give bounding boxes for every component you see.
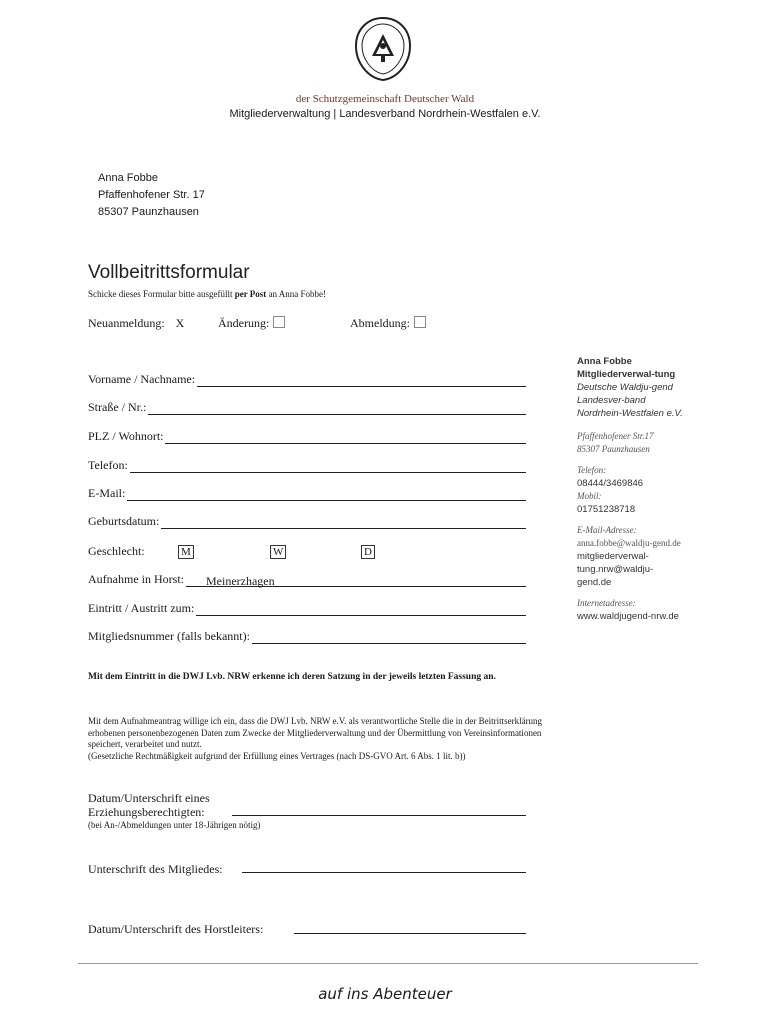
- org-line-1: der Schutzgemeinschaft Deutscher Wald: [295, 93, 475, 105]
- sidebar-contact: [577, 355, 687, 623]
- field-horst-value: Meinerzhagen: [205, 574, 275, 588]
- field-city[interactable]: [88, 429, 526, 444]
- field-phone-line[interactable]: [130, 460, 526, 473]
- sidebar-org: Deutsche Waldju-gend Landesver-band Nordrhein-Westfalen e.V.: [577, 382, 683, 419]
- sidebar-mobile: 01751238718: [577, 504, 636, 515]
- privacy-note: [88, 716, 558, 762]
- sidebar-mobile-label: Mobil:: [577, 491, 602, 501]
- sig-leader-label: Datum/Unterschrift des Horstleiters:: [88, 922, 264, 936]
- address-street: Pfaffenhofener Str. 17: [98, 189, 205, 201]
- field-city-line[interactable]: [165, 431, 526, 444]
- sig-guardian-line[interactable]: [232, 815, 526, 816]
- field-street-line[interactable]: [148, 402, 526, 415]
- sig-leader-line[interactable]: [294, 933, 526, 934]
- sidebar-phone-label: Telefon:: [577, 465, 607, 475]
- gender-m-box[interactable]: M: [178, 545, 194, 559]
- abmeldung-label: Abmeldung:: [350, 316, 410, 330]
- aenderung-label: Änderung:: [218, 316, 270, 330]
- form-hint: [88, 289, 326, 299]
- field-birthdate-line[interactable]: [161, 516, 526, 529]
- sig-guardian-label-2: Erziehungsberechtigten:: [88, 805, 205, 819]
- field-email-label: E-Mail:: [88, 486, 126, 500]
- statute-note: Mit dem Eintritt in die DWJ Lvb. NRW erkenne ich deren Satzung in der jeweils letzten Fassung an.: [88, 672, 496, 682]
- hint-text-pre: Schicke dieses Formular bitte ausgefüllt: [88, 289, 235, 299]
- field-phone[interactable]: [88, 458, 526, 473]
- gender-option-w[interactable]: [270, 544, 286, 559]
- footer-divider: [78, 963, 698, 964]
- field-horst-label: Aufnahme in Horst:: [88, 572, 184, 586]
- option-abmeldung[interactable]: [350, 316, 426, 331]
- sidebar-name: Anna Fobbe: [577, 356, 632, 367]
- sidebar-web[interactable]: www.waldjugend-nrw.de: [577, 611, 679, 622]
- field-member-number-line[interactable]: [252, 631, 526, 644]
- hint-text-post: an Anna Fobbe!: [266, 289, 327, 299]
- field-phone-label: Telefon:: [88, 458, 128, 472]
- field-street[interactable]: [88, 400, 526, 415]
- field-email[interactable]: [88, 486, 526, 501]
- option-aenderung[interactable]: [218, 316, 285, 331]
- field-entry-exit[interactable]: [88, 601, 526, 616]
- field-horst-line[interactable]: [186, 574, 526, 587]
- field-name[interactable]: [88, 372, 526, 387]
- field-birthdate-label: Geburtsdatum:: [88, 514, 160, 528]
- sidebar-email-2[interactable]: mitgliederverwal-tung.nrw@waldju-gend.de: [577, 551, 654, 588]
- sidebar-phone: 08444/3469846: [577, 478, 644, 489]
- address-name: Anna Fobbe: [98, 172, 158, 184]
- sig-guardian-label-1: Datum/Unterschrift eines: [88, 791, 210, 805]
- sig-guardian-note: (bei An-/Abmeldungen unter 18-Jährigen nötig): [88, 820, 261, 830]
- waldjugend-logo: [354, 16, 412, 82]
- gender-option-d[interactable]: [361, 544, 375, 559]
- privacy-note-text: Mit dem Aufnahmeantrag willige ich ein, dass die DWJ Lvb. NRW e.V. als verantwortliche Stelle die in der Beitrittserklärung erhobenen personenbezogenen Daten zum Zwecke der Mitgliederverwaltung und der Übermittlung von Vereinsinformationen speichert, verarbeitet und nutzt.: [88, 716, 543, 749]
- field-street-label: Straße / Nr.:: [88, 400, 147, 414]
- field-city-label: PLZ / Wohnort:: [88, 429, 164, 443]
- sig-member-line[interactable]: [242, 872, 526, 873]
- field-entry-exit-line[interactable]: [196, 603, 526, 616]
- option-neuanmeldung[interactable]: [88, 316, 184, 331]
- field-name-label: Vorname / Nachname:: [88, 372, 196, 386]
- gender-option-m[interactable]: [178, 544, 194, 559]
- neuanmeldung-mark: X: [175, 316, 185, 330]
- field-member-number[interactable]: [88, 629, 526, 644]
- org-line-2: Mitgliederverwaltung | Landesverband Nordrhein-Westfalen e.V.: [229, 108, 541, 120]
- field-email-line[interactable]: [127, 488, 526, 501]
- sidebar-email-label: E-Mail-Adresse:: [577, 525, 637, 535]
- sidebar-email-1[interactable]: anna.fobbe@waldju-gend.de: [577, 538, 681, 548]
- sidebar-city: 85307 Paunzhausen: [577, 444, 650, 454]
- aenderung-checkbox[interactable]: [273, 316, 285, 328]
- field-entry-exit-label: Eintritt / Austritt zum:: [88, 601, 195, 615]
- privacy-note-legal: (Gesetzliche Rechtmäßigkeit aufgrund der Erfüllung eines Vertrages (nach DS-GVO Art. 6 Abs. 1 lit. b)): [88, 750, 466, 761]
- form-title: Vollbeitrittsformular: [88, 262, 250, 283]
- gender-w-box[interactable]: W: [270, 545, 286, 559]
- sidebar-web-label: Internetadresse:: [577, 598, 636, 608]
- gender-label: Geschlecht:: [88, 544, 145, 558]
- field-horst[interactable]: [88, 572, 526, 587]
- field-name-line[interactable]: [197, 374, 526, 387]
- gender-d-box[interactable]: D: [361, 545, 375, 559]
- field-member-number-label: Mitgliedsnummer (falls bekannt):: [88, 629, 250, 643]
- address-city: 85307 Paunzhausen: [98, 206, 199, 218]
- sig-member-label: Unterschrift des Mitgliedes:: [88, 862, 223, 876]
- sidebar-street: Pfaffenhofener Str.17: [577, 431, 654, 441]
- footer-slogan: auf ins Abenteuer: [318, 985, 452, 1003]
- sidebar-role: Mitgliederverwal-tung: [577, 369, 676, 380]
- hint-text-bold: per Post: [234, 289, 267, 299]
- abmeldung-checkbox[interactable]: [414, 316, 426, 328]
- neuanmeldung-label: Neuanmeldung:: [88, 316, 165, 330]
- field-birthdate[interactable]: [88, 514, 526, 529]
